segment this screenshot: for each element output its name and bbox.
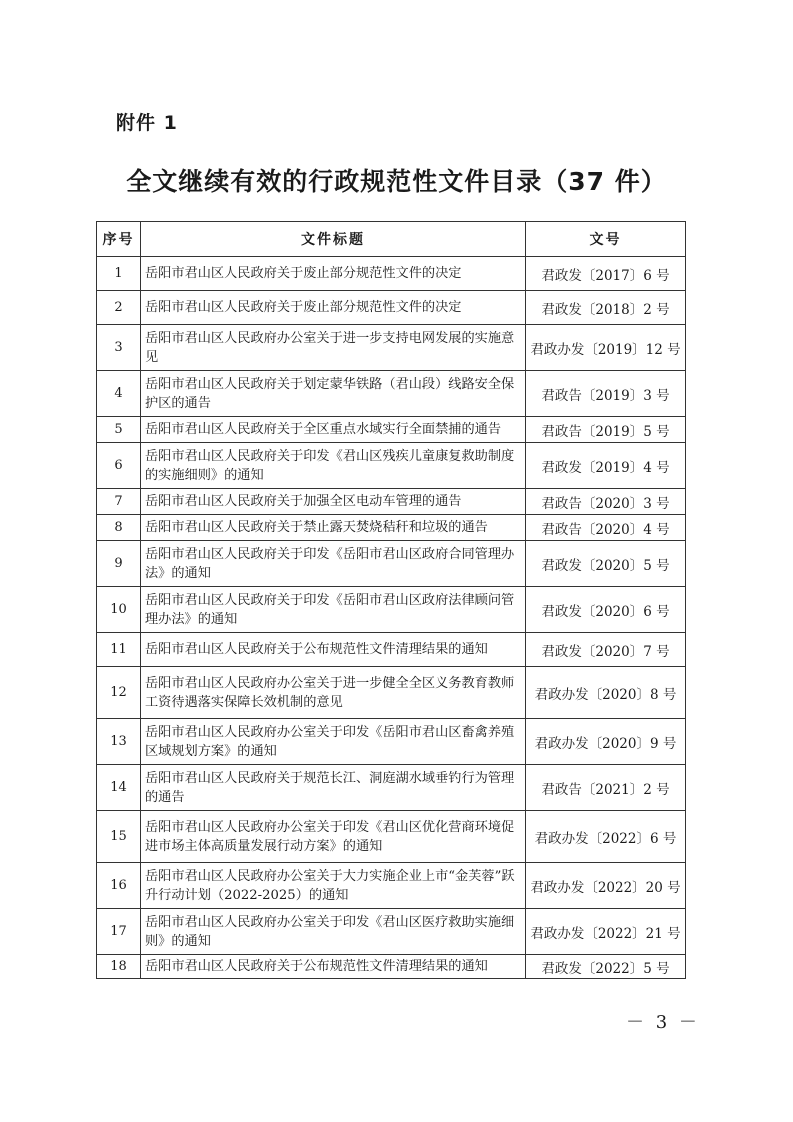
- row-doc-no: 君政办发〔2020〕8 号: [526, 667, 686, 719]
- table-row: [97, 325, 686, 371]
- table-row: [97, 955, 686, 979]
- row-seq: 5: [97, 417, 141, 443]
- row-doc-no: 君政发〔2020〕5 号: [526, 541, 686, 587]
- row-title: 岳阳市君山区人民政府关于印发《君山区残疾儿童康复救助制度的实施细则》的通知: [141, 443, 526, 489]
- header-title: 文件标题: [141, 222, 526, 257]
- header-seq: 序号: [97, 222, 141, 257]
- row-title: 岳阳市君山区人民政府关于全区重点水域实行全面禁捕的通告: [141, 417, 526, 443]
- row-seq: 4: [97, 371, 141, 417]
- table-row: [97, 909, 686, 955]
- row-title: 岳阳市君山区人民政府关于废止部分规范性文件的决定: [141, 257, 526, 291]
- table-row: [97, 633, 686, 667]
- row-seq: 1: [97, 257, 141, 291]
- row-seq: 10: [97, 587, 141, 633]
- table-row: [97, 719, 686, 765]
- row-title: 岳阳市君山区人民政府办公室关于进一步支持电网发展的实施意见: [141, 325, 526, 371]
- table-row: [97, 667, 686, 719]
- row-seq: 18: [97, 955, 141, 979]
- table-row: [97, 541, 686, 587]
- row-title: 岳阳市君山区人民政府办公室关于印发《岳阳市君山区畜禽养殖区域规划方案》的通知: [141, 719, 526, 765]
- row-doc-no: 君政办发〔2019〕12 号: [526, 325, 686, 371]
- row-doc-no: 君政发〔2018〕2 号: [526, 291, 686, 325]
- row-seq: 8: [97, 515, 141, 541]
- table-row: [97, 489, 686, 515]
- document-title: 全文继续有效的行政规范性文件目录（37 件）: [126, 167, 667, 196]
- row-doc-no: 君政办发〔2022〕6 号: [526, 811, 686, 863]
- row-title: 岳阳市君山区人民政府关于加强全区电动车管理的通告: [141, 489, 526, 515]
- row-title: 岳阳市君山区人民政府关于印发《岳阳市君山区政府合同管理办法》的通知: [141, 541, 526, 587]
- row-doc-no: 君政办发〔2022〕20 号: [526, 863, 686, 909]
- row-doc-no: 君政发〔2022〕5 号: [526, 955, 686, 979]
- row-seq: 6: [97, 443, 141, 489]
- attachment-label: 附件 1: [116, 112, 178, 134]
- row-seq: 13: [97, 719, 141, 765]
- row-seq: 9: [97, 541, 141, 587]
- table-row: [97, 257, 686, 291]
- row-title: 岳阳市君山区人民政府关于印发《岳阳市君山区政府法律顾问管理办法》的通知: [141, 587, 526, 633]
- row-title: 岳阳市君山区人民政府关于公布规范性文件清理结果的通知: [141, 955, 526, 979]
- header-doc-no: 文号: [526, 222, 686, 257]
- table-row: [97, 811, 686, 863]
- row-doc-no: 君政告〔2019〕5 号: [526, 417, 686, 443]
- row-doc-no: 君政告〔2021〕2 号: [526, 765, 686, 811]
- row-seq: 3: [97, 325, 141, 371]
- row-title: 岳阳市君山区人民政府关于公布规范性文件清理结果的通知: [141, 633, 526, 667]
- row-doc-no: 君政发〔2020〕6 号: [526, 587, 686, 633]
- row-seq: 12: [97, 667, 141, 719]
- row-seq: 16: [97, 863, 141, 909]
- row-seq: 7: [97, 489, 141, 515]
- table-row: [97, 863, 686, 909]
- row-title: 岳阳市君山区人民政府办公室关于大力实施企业上市“金芙蓉”跃升行动计划（2022-2025）的通知: [141, 863, 526, 909]
- row-doc-no: 君政告〔2020〕4 号: [526, 515, 686, 541]
- row-title: 岳阳市君山区人民政府关于禁止露天焚烧秸秆和垃圾的通告: [141, 515, 526, 541]
- row-seq: 14: [97, 765, 141, 811]
- table-body: [97, 257, 686, 979]
- row-doc-no: 君政发〔2020〕7 号: [526, 633, 686, 667]
- row-seq: 2: [97, 291, 141, 325]
- row-doc-no: 君政办发〔2020〕9 号: [526, 719, 686, 765]
- row-title: 岳阳市君山区人民政府关于规范长江、洞庭湖水域垂钓行为管理的通告: [141, 765, 526, 811]
- row-title: 岳阳市君山区人民政府关于废止部分规范性文件的决定: [141, 291, 526, 325]
- page-number: － 3 －: [626, 1012, 700, 1033]
- table-row: [97, 765, 686, 811]
- table-row: [97, 587, 686, 633]
- table-header-row: [97, 222, 686, 257]
- row-seq: 15: [97, 811, 141, 863]
- document-catalog-table: [96, 221, 686, 979]
- row-title: 岳阳市君山区人民政府办公室关于印发《君山区医疗救助实施细则》的通知: [141, 909, 526, 955]
- table-row: [97, 417, 686, 443]
- table-row: [97, 291, 686, 325]
- row-doc-no: 君政告〔2020〕3 号: [526, 489, 686, 515]
- table-row: [97, 371, 686, 417]
- row-seq: 17: [97, 909, 141, 955]
- row-title: 岳阳市君山区人民政府关于划定蒙华铁路（君山段）线路安全保护区的通告: [141, 371, 526, 417]
- row-doc-no: 君政发〔2019〕4 号: [526, 443, 686, 489]
- row-title: 岳阳市君山区人民政府办公室关于进一步健全全区义务教育教师工资待遇落实保障长效机制的意见: [141, 667, 526, 719]
- row-doc-no: 君政办发〔2022〕21 号: [526, 909, 686, 955]
- row-doc-no: 君政发〔2017〕6 号: [526, 257, 686, 291]
- row-doc-no: 君政告〔2019〕3 号: [526, 371, 686, 417]
- row-seq: 11: [97, 633, 141, 667]
- row-title: 岳阳市君山区人民政府办公室关于印发《君山区优化营商环境促进市场主体高质量发展行动方案》的通知: [141, 811, 526, 863]
- table-row: [97, 515, 686, 541]
- table-row: [97, 443, 686, 489]
